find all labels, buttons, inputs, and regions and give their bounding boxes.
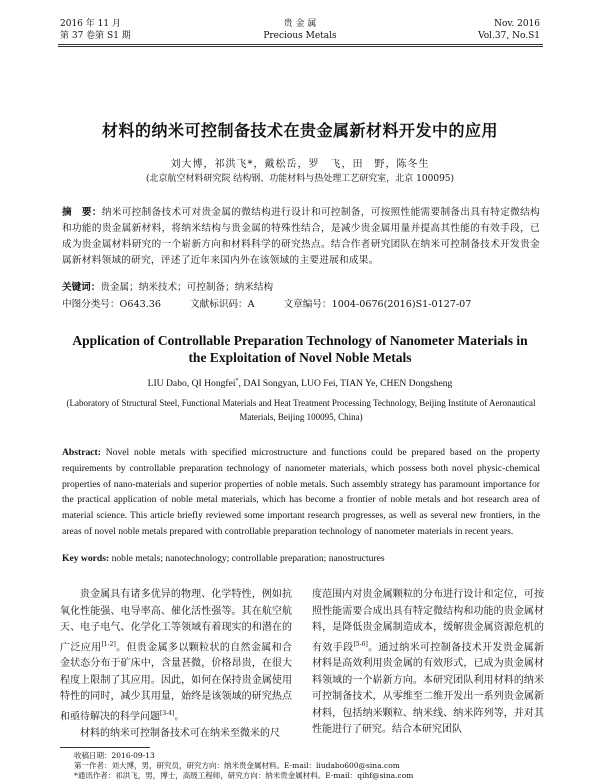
abstract-en-label: Abstract: [62, 447, 101, 458]
abstract-en [62, 445, 540, 540]
citation: [1-2] [101, 640, 116, 648]
footnote-corresponding: *通讯作者：祁洪飞，男，博士，高级工程师，研究方向：纳米贵金属材料。E-mail：qihf@sina.com [74, 771, 414, 780]
authors-en-rest: , DAI Songyan, LUO Fei, TIAN Ye, CHEN Dongsheng [238, 378, 453, 390]
body-paragraph [312, 587, 544, 739]
document-code: 文献标识码：A [190, 299, 255, 310]
header-volume-en: Vol.37, No.S1 [478, 31, 540, 41]
body-text: 。通过纳米可控制备技术开发贵金属新材料是高效利用贵金属的有效形式，已成为贵金属材料领域的一个崭新方向。本研究团队利用材料的纳米可控制备技术，从零维至二维开发出一系列贵金属新材料，包括纳米颗粒、纳米线、纳米阵列等，并对其性能进行了研究。结合本研究团队 [312, 641, 545, 736]
affiliation-cn: (北京航空材料研究院 结构钢、功能材料与热处理工艺研究室，北京 100095) [145, 174, 455, 184]
body-text: 。 [174, 711, 185, 723]
abstract-cn-text: 纳米可控制备技术可对贵金属的微结构进行设计和可控制备，可按照性能需要制备出具有特定微结构和功能的贵金属新材料，将纳米结构与贵金属的特殊性结合，是减少贵金属用量并提高其性能的有效手段，已成为贵金属材料研究的一个崭新方向和材料科学的研究热点。结合作者研究团队在纳米可控制备技术开发贵金属新材料领域的研究，评述了近年来国内外在该领域的主要进展和成果。 [62, 207, 540, 266]
body-text: 度范围内对贵金属颗粒的分布进行设计和定位，可按照性能需要合成出具有特定微结构和功能的贵金属材料，是降低贵金属制造成本，缓解贵金属资源危机的有效手段 [312, 589, 544, 653]
title-en: Application of Controllable Preparation Technology of Nanometer Materials in the Exploitation of Novel Noble Metals [72, 333, 528, 365]
body-paragraph [60, 587, 292, 726]
authors-en [0, 378, 600, 389]
body-text: 贵金属具有诸多优异的物理、化学特性，例如抗氧化性能强、电导率高、催化活性强等。其在航空航天、电子电气、化学化工等领域有着现实的和潜在的广泛应用 [60, 589, 292, 653]
header-journal-en: Precious Metals [263, 31, 337, 41]
footnote-first-author: 第一作者：刘大博，男，研究员，研究方向：纳米贵金属材料。E-mail：liudabo600@sina.com [74, 761, 400, 770]
keywords-cn-text: 贵金属；纳米技术；可控制备；纳米结构 [100, 282, 274, 293]
authors-cn: 刘大博，祁洪飞*，戴松岳，罗 飞，田 野，陈冬生 [170, 159, 430, 170]
abstract-cn-label: 摘 要： [62, 207, 102, 218]
keywords-cn-label: 关键词： [62, 282, 101, 293]
abstract-en-text: Novel noble metals with specified microstructure and functions could be prepared based on the property requirements by controllable preparation technology of nanometer materials, which possess both novel physic-chemical properties of nano-materials and superior properties of noble metals. Such assembly strategy has paramount importance for the practical application of noble metal materials, which has become a frontier of noble metals and hot research area of material science. This article briefly reviewed some important research progresses, as well as several new frontiers, in the areas of novel noble metals prepared with controllable preparation technology of nanometer materials in recent years. [62, 447, 540, 537]
corresponding-mark: * [235, 378, 239, 384]
footnote-received: 收稿日期：2016-09-13 [74, 751, 155, 760]
header-rule [58, 44, 543, 45]
header-date-volume-en [478, 18, 540, 42]
body-text: 。但贵金属多以颗粒状的自然金属和合金状态分布于矿床中，含量甚微，价格昂贵，在很大程度上限制了其应用。因此，如何在保持贵金属使用特性的同时，减少其用量，始终是该领域的研究热点和亟待解决的科学问题 [60, 641, 293, 723]
body-column-right [312, 587, 544, 739]
title-cn: 材料的纳米可控制备技术在贵金属新材料开发中的应用 [101, 121, 498, 140]
footnote-rule [60, 747, 150, 748]
body-paragraph: 材料的纳米可控制备技术可在纳米至微米的尺 [80, 727, 280, 739]
keywords-en-text: noble metals; nanotechnology; controllable preparation; nanostructures [111, 553, 385, 564]
citation: [3-4] [160, 709, 175, 717]
header-date: 2016 年 11 月 [60, 19, 121, 29]
affiliation-en: (Laboratory of Structural Steel, Functional Materials and Heat Treatment Processing Technology, Beijing Institute of Aeronautical Materials, Beijing 100095, China) [66, 398, 536, 422]
abstract-cn [62, 205, 540, 269]
keywords-en [62, 553, 540, 564]
keywords-en-label: Key words: [62, 553, 110, 564]
article-number: 文章编号：1004-0676(2016)S1-0127-07 [283, 299, 472, 310]
body-column-left [60, 587, 292, 742]
header-date-en: Nov. 2016 [494, 19, 540, 29]
keywords-cn [62, 279, 540, 293]
classification-line [62, 296, 540, 310]
citation: [5-6] [353, 640, 368, 648]
header-rule-double [58, 46, 543, 47]
clc-number: 中图分类号：O643.36 [62, 299, 161, 310]
authors-en-first: LIU Dabo, QI Hongfei [147, 378, 236, 390]
header-journal-cn: 贵 金 属 [283, 19, 317, 29]
header-volume: 第 37 卷第 S1 期 [60, 31, 131, 41]
